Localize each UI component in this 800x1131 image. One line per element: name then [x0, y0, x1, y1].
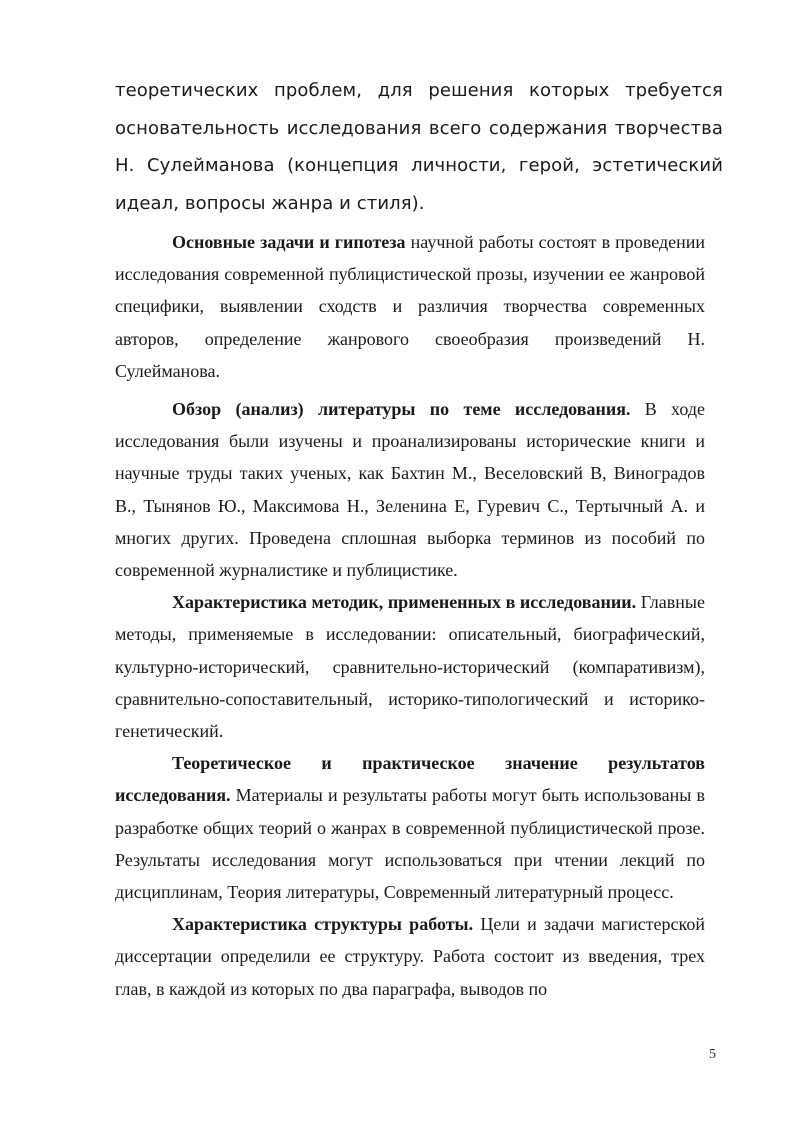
section-text: Главные методы, применяемые в исследовании: описательный, биографический, культурно-исторический, сравнительно-исторический (компаративизм), сравнительно-сопоставительный, историко-типологический и историко-генетический.	[115, 592, 705, 742]
section-heading: Характеристика методик, примененных в исследовании.	[172, 592, 637, 613]
section-heading: Обзор (анализ) литературы по теме исследования.	[172, 399, 631, 420]
section-methods	[115, 586, 705, 747]
intro-paragraph: теоретических проблем, для решения которых требуется основательность исследования всего содержания творчества Н. Сулейманова (концепция личности, герой, эстетический идеал, вопросы жанра и стиля).	[115, 80, 723, 214]
section-structure	[115, 908, 705, 1005]
section-text: Материалы и результаты работы могут быть использованы в разработке общих теорий о жанрах в современной публицистической прозе. Результаты исследования могут использоваться при чтении лекций по дисциплинам, Теория литературы, Современный литературный процесс.	[115, 785, 705, 903]
section-text: Цели и задачи магистерской диссертации определили ее структуру. Работа состоит из введения, трех глав, в каждой из которых по два параграфа, выводов по	[115, 914, 705, 999]
section-significance	[115, 747, 705, 908]
section-text: В ходе исследования были изучены и проанализированы исторические книги и научные труды таких ученых, как Бахтин М., Веселовский В, Виноградов В., Тынянов Ю., Максимова Н., Зеленина Е, Гуревич С., Тертычный А. и многих других. Проведена сплошная выборка терминов из пособий по современной журналистике и публицистике.	[115, 399, 706, 581]
section-literature-review	[115, 393, 705, 586]
document-body	[115, 226, 705, 1005]
section-heading: Основные задачи и гипотеза	[172, 232, 406, 252]
section-heading: Теоретическое и практическое значение результатов исследования.	[115, 753, 705, 806]
page-number: 5	[709, 1047, 716, 1062]
section-heading: Характеристика структуры работы.	[172, 914, 474, 935]
section-text: научной работы состоят в проведении исследования современной публицистической прозы, изучении ее жанровой специфики, выявлении сходств и различия творчества современных авторов, определение жанрового своеобразия произведений Н. Сулейманова.	[115, 232, 705, 381]
section-tasks	[115, 226, 705, 387]
